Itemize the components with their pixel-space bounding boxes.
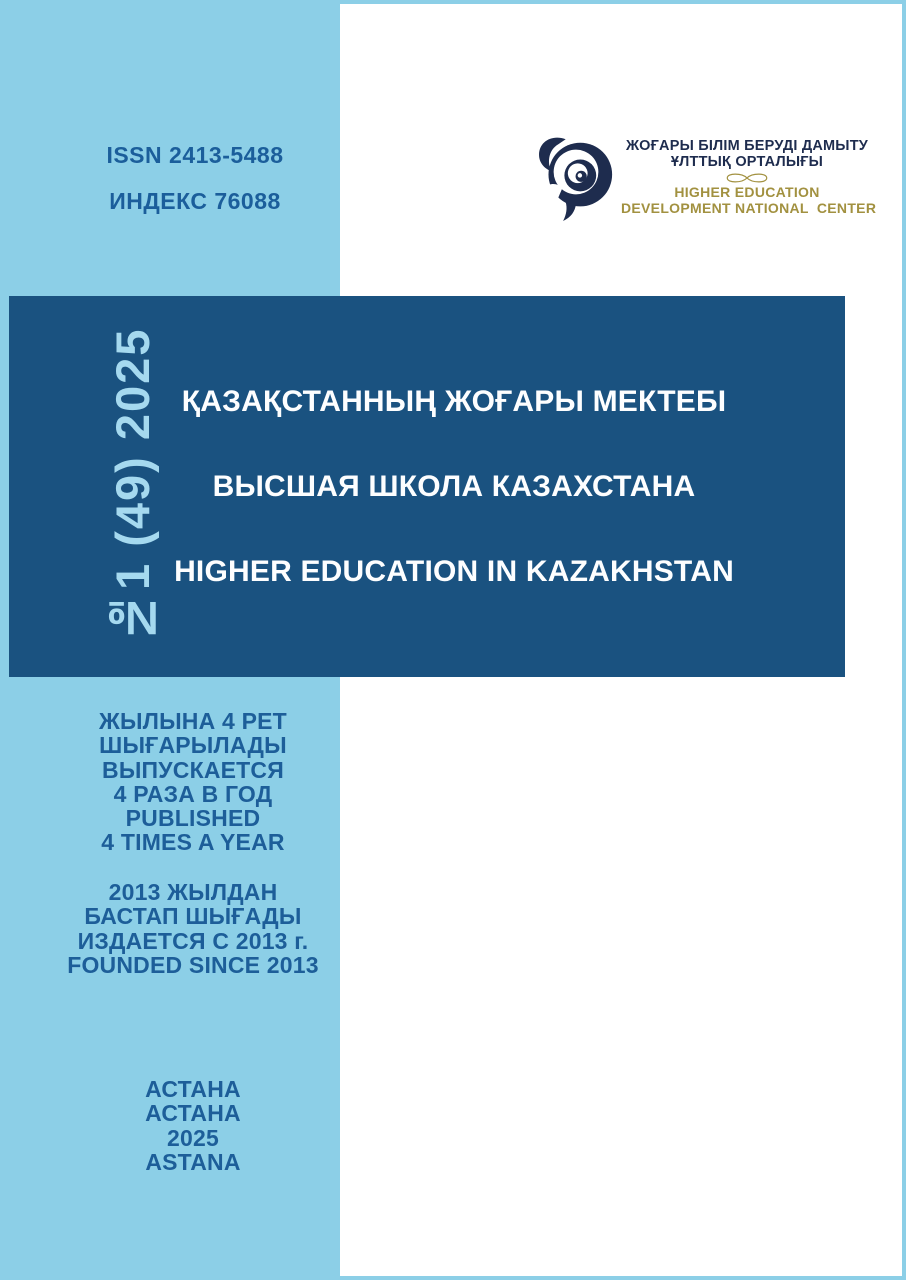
founded-line: БАСТАП ШЫҒАДЫ	[84, 903, 302, 930]
journal-title-russian: ВЫСШАЯ ШКОЛА КАЗАХСТАНА	[212, 469, 696, 503]
frequency-line: 4 РАЗА В ГОД	[113, 780, 273, 807]
founded-since	[40, 880, 346, 977]
frequency-line: 4 TIMES A YEAR	[101, 829, 285, 856]
place-year-imprint	[40, 1077, 346, 1174]
imprint-line: АСТАНА	[145, 1076, 241, 1102]
issn-index-block	[40, 143, 350, 213]
journal-title-kazakh: ҚАЗАҚСТАННЫҢ ЖОҒАРЫ МЕКТЕБІ	[181, 384, 727, 418]
founded-line: 2013 ЖЫЛДАН	[108, 879, 278, 905]
infinity-divider-icon	[621, 171, 873, 183]
frequency-line: ВЫПУСКАЕТСЯ	[102, 756, 284, 783]
frequency-line: ЖЫЛЫНА 4 РЕТ	[99, 708, 287, 734]
journal-titles	[174, 296, 734, 677]
issue-number: №1 (49) 2025	[106, 327, 159, 646]
logo-english-name-line2: DEVELOPMENT NATIONAL CENTER	[621, 200, 877, 216]
title-banner	[9, 296, 845, 677]
index-number: ИНДЕКС 76088	[109, 188, 281, 214]
founded-line: FOUNDED SINCE 2013	[67, 951, 319, 978]
frequency-line: ШЫҒАРЫЛАДЫ	[99, 732, 287, 759]
imprint-line: 2025	[167, 1124, 219, 1151]
publisher-logo	[533, 134, 877, 222]
journal-title-english: HIGHER EDUCATION IN KAZAKHSTAN	[174, 554, 734, 588]
imprint-line: АСТАНА	[145, 1100, 241, 1127]
logo-kazakh-name-line1: ЖОҒАРЫ БІЛІМ БЕРУДІ ДАМЫТУ	[626, 138, 868, 154]
frequency-line: PUBLISHED	[125, 805, 261, 832]
issn-number: ISSN 2413-5488	[106, 142, 284, 168]
logo-english-name-line1: HIGHER EDUCATION	[674, 184, 820, 200]
founded-line: ИЗДАЕТСЯ С 2013 г.	[77, 927, 309, 954]
logo-text	[621, 138, 877, 216]
imprint-line: ASTANA	[145, 1148, 241, 1175]
logo-swirl-icon	[533, 134, 619, 222]
publication-frequency	[40, 709, 346, 855]
logo-kazakh-name-line2: ҰЛТТЫҚ ОРТАЛЫҒЫ	[670, 154, 824, 170]
